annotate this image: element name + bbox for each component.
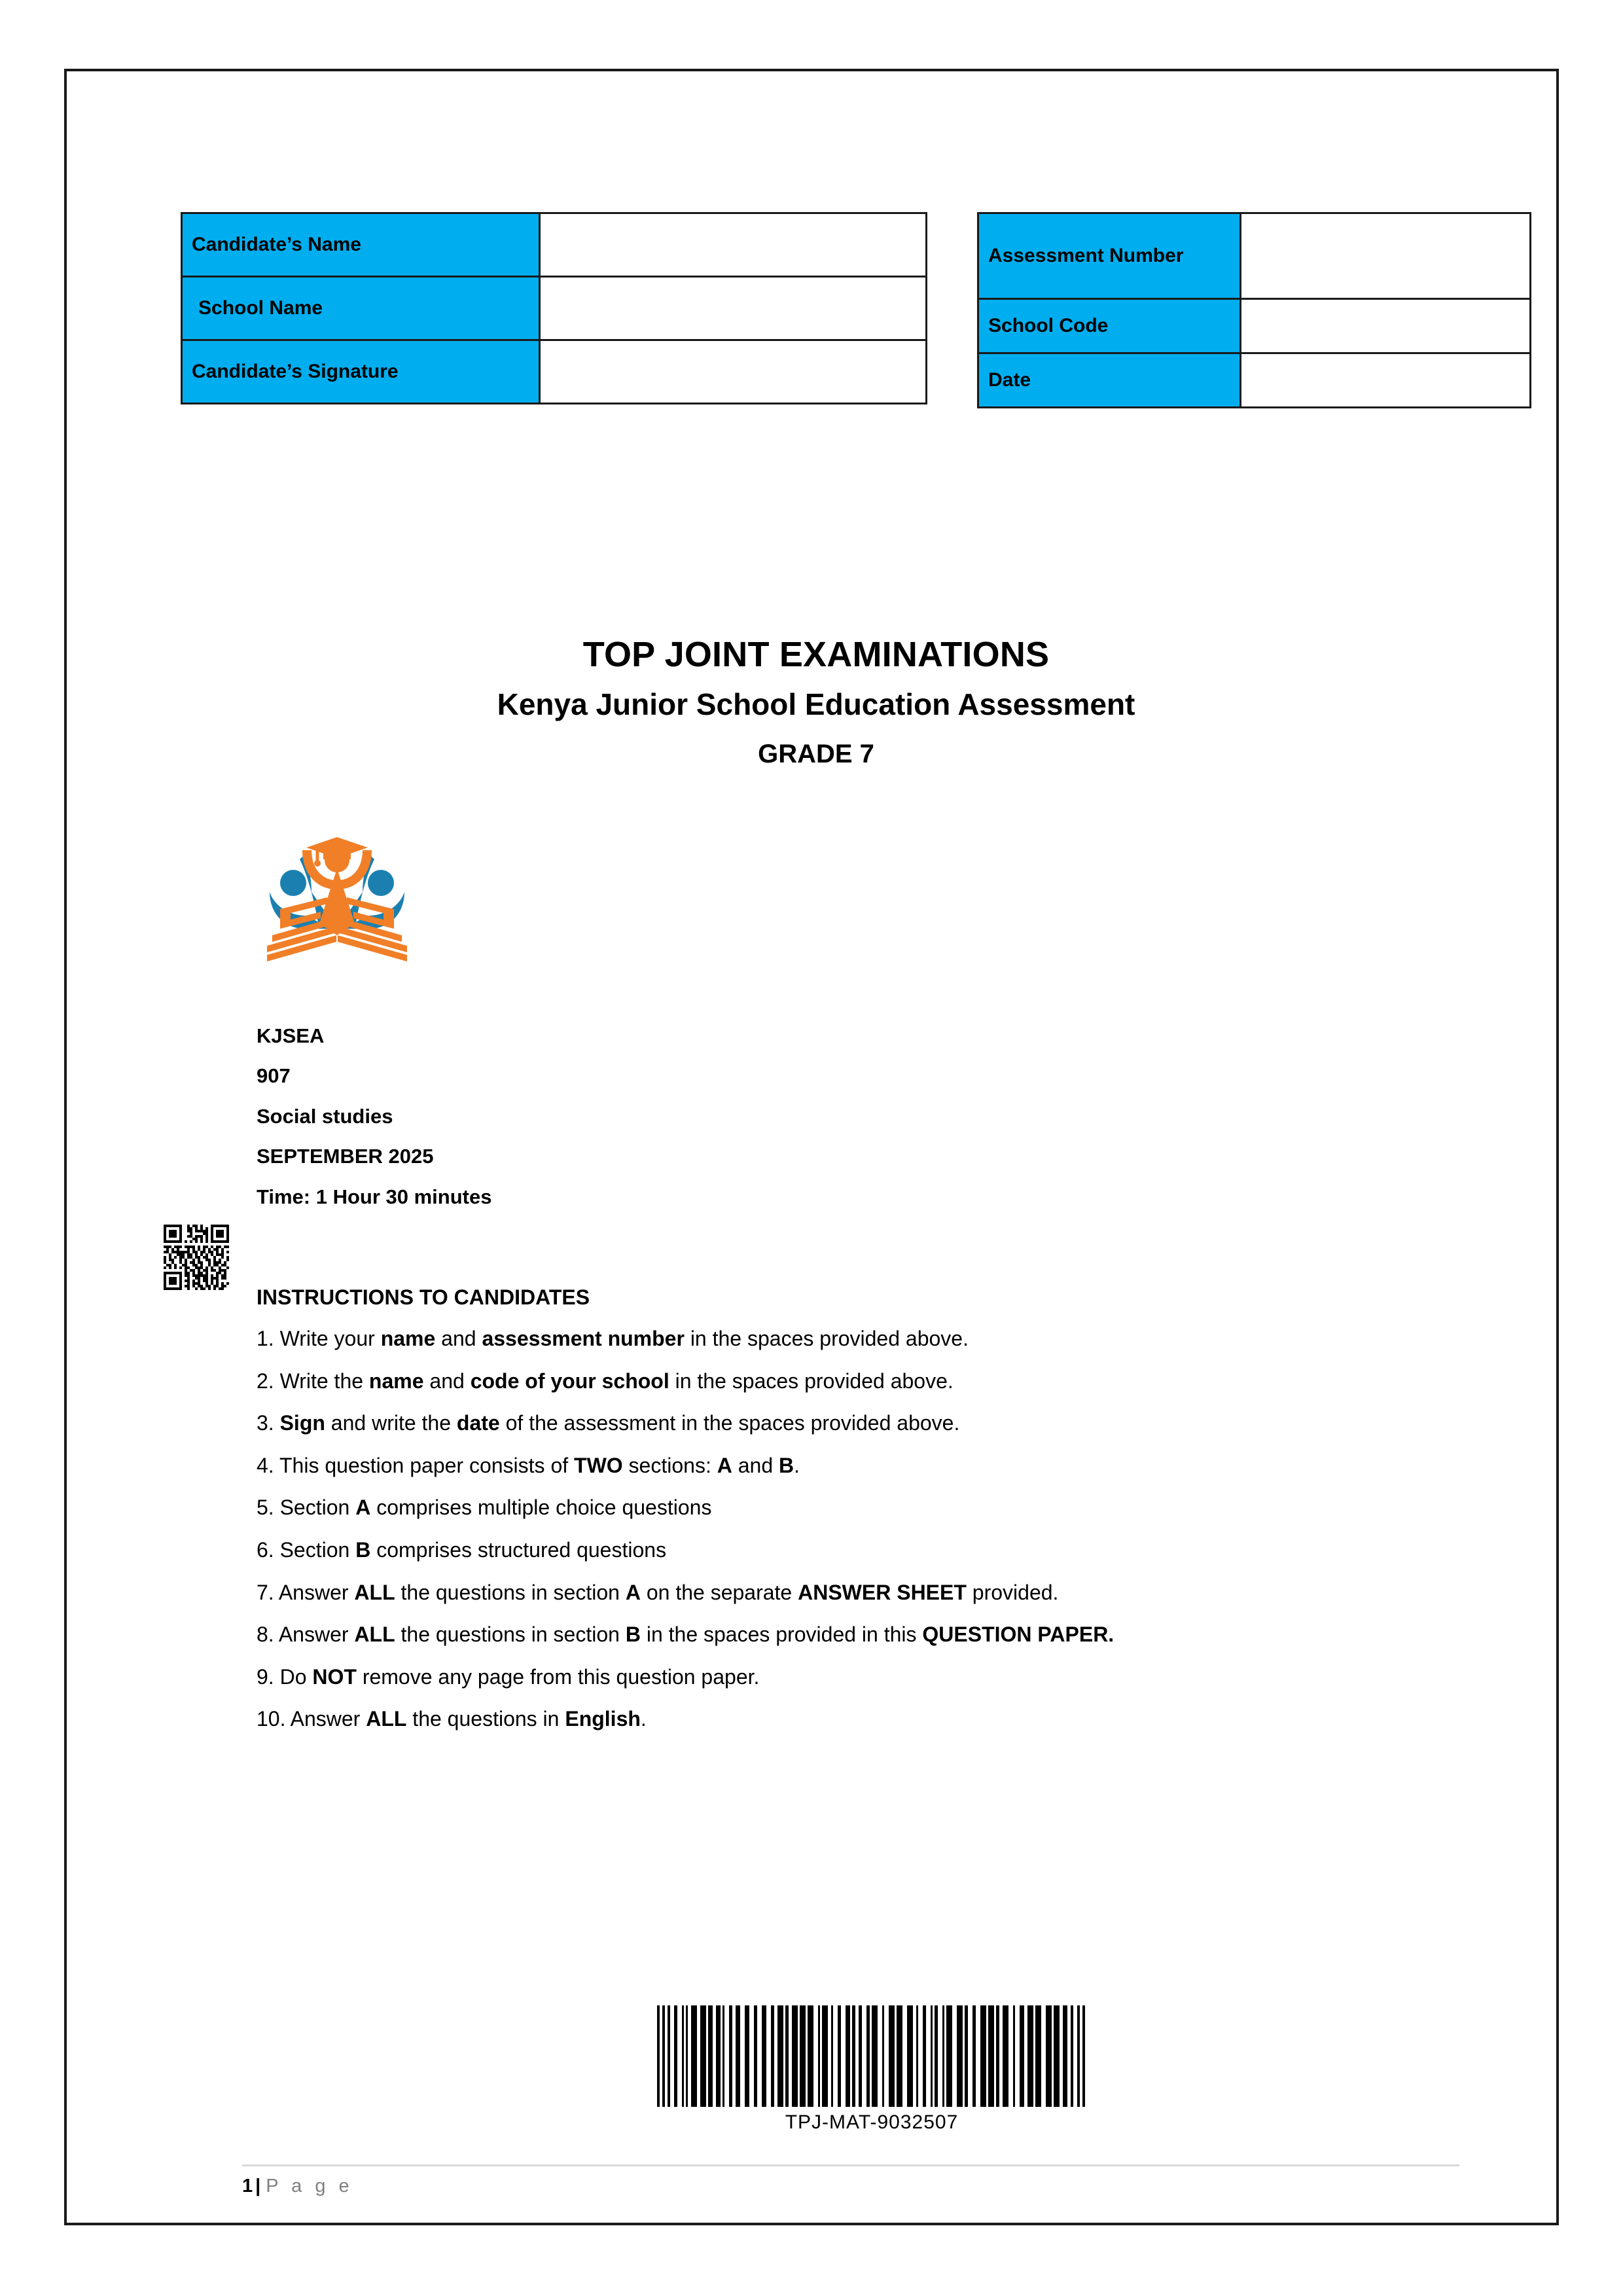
footer-separator: | — [255, 2176, 261, 2197]
exam-meta-block — [257, 1016, 491, 1217]
exam-session: SEPTEMBER 2025 — [257, 1145, 434, 1168]
instruction-item-1: 1. Write your name and assessment number in the spaces provided above. — [257, 1327, 969, 1350]
candidate-info-tables — [181, 212, 1454, 408]
table-row — [978, 213, 1531, 299]
board-code: KJSEA — [257, 1024, 325, 1047]
assessment-details-table — [977, 212, 1531, 408]
candidate-details-table — [181, 212, 927, 404]
candidate-signature-label: Candidate’s Signature — [182, 340, 540, 404]
footer-divider — [242, 2164, 1459, 2166]
page-footer — [242, 2164, 1459, 2197]
instruction-item-7: 7. Answer ALL the questions in section A on the separate ANSWER SHEET provided. — [257, 1580, 1059, 1604]
instruction-item-10: 10. Answer ALL the questions in English. — [257, 1707, 647, 1731]
assessment-number-label: Assessment Number — [978, 213, 1241, 299]
instructions-list — [257, 1325, 1480, 1733]
instruction-item-3: 3. Sign and write the date of the assessment in the spaces provided above. — [257, 1411, 960, 1435]
exam-title-block — [185, 634, 1448, 770]
school-name-label — [182, 277, 540, 340]
school-code-field[interactable] — [1241, 299, 1531, 353]
qr-code-icon — [164, 1222, 229, 1293]
instruction-item-2: 2. Write the name and code of your school in the spaces provided above. — [257, 1369, 954, 1393]
instruction-item-8: 8. Answer ALL the questions in section B in the spaces provided in this QUESTION PAPER. — [257, 1623, 1115, 1647]
table-row — [182, 340, 927, 404]
school-logo — [255, 824, 419, 971]
instruction-item-4: 4. This question paper consists of TWO sections: A and B. — [257, 1453, 800, 1477]
instruction-item-9: 9. Do NOT remove any page from this question paper. — [257, 1664, 760, 1689]
table-row — [978, 299, 1531, 353]
paper-code: 907 — [257, 1064, 291, 1088]
school-code-label: School Code — [978, 299, 1241, 353]
page-title: TOP JOINT EXAMINATIONS — [582, 635, 1050, 674]
exam-duration: Time: 1 Hour 30 minutes — [257, 1185, 492, 1208]
candidate-name-label: Candidate’s Name — [182, 213, 540, 277]
subject-name: Social studies — [257, 1104, 393, 1128]
instructions-section — [257, 1285, 1480, 1748]
school-name-label-text: School Name — [198, 296, 323, 319]
assessment-number-field[interactable] — [1241, 213, 1531, 299]
instructions-heading: INSTRUCTIONS TO CANDIDATES — [257, 1285, 590, 1309]
table-row — [182, 277, 927, 340]
barcode — [649, 2005, 1094, 2134]
instruction-item-6: 6. Section B comprises structured questions — [257, 1537, 667, 1562]
page-frame — [64, 69, 1559, 2225]
barcode-bars-icon — [656, 2005, 1088, 2107]
exam-subtitle: Kenya Junior School Education Assessment — [497, 687, 1135, 721]
table-row — [978, 353, 1531, 408]
barcode-code-text: TPJ-MAT-9032507 — [785, 2111, 959, 2133]
candidate-name-field[interactable] — [540, 213, 927, 277]
footer-page-indicator — [242, 2176, 1459, 2197]
footer-page-word: P a g e — [266, 2176, 353, 2197]
candidate-signature-field[interactable] — [540, 340, 927, 404]
instruction-item-5: 5. Section A comprises multiple choice questions — [257, 1496, 712, 1520]
footer-page-number: 1 — [242, 2176, 253, 2197]
date-label: Date — [978, 353, 1241, 408]
school-name-field[interactable] — [540, 277, 927, 340]
grade-label: GRADE 7 — [758, 739, 874, 768]
table-row — [182, 213, 927, 277]
date-field[interactable] — [1241, 353, 1531, 408]
